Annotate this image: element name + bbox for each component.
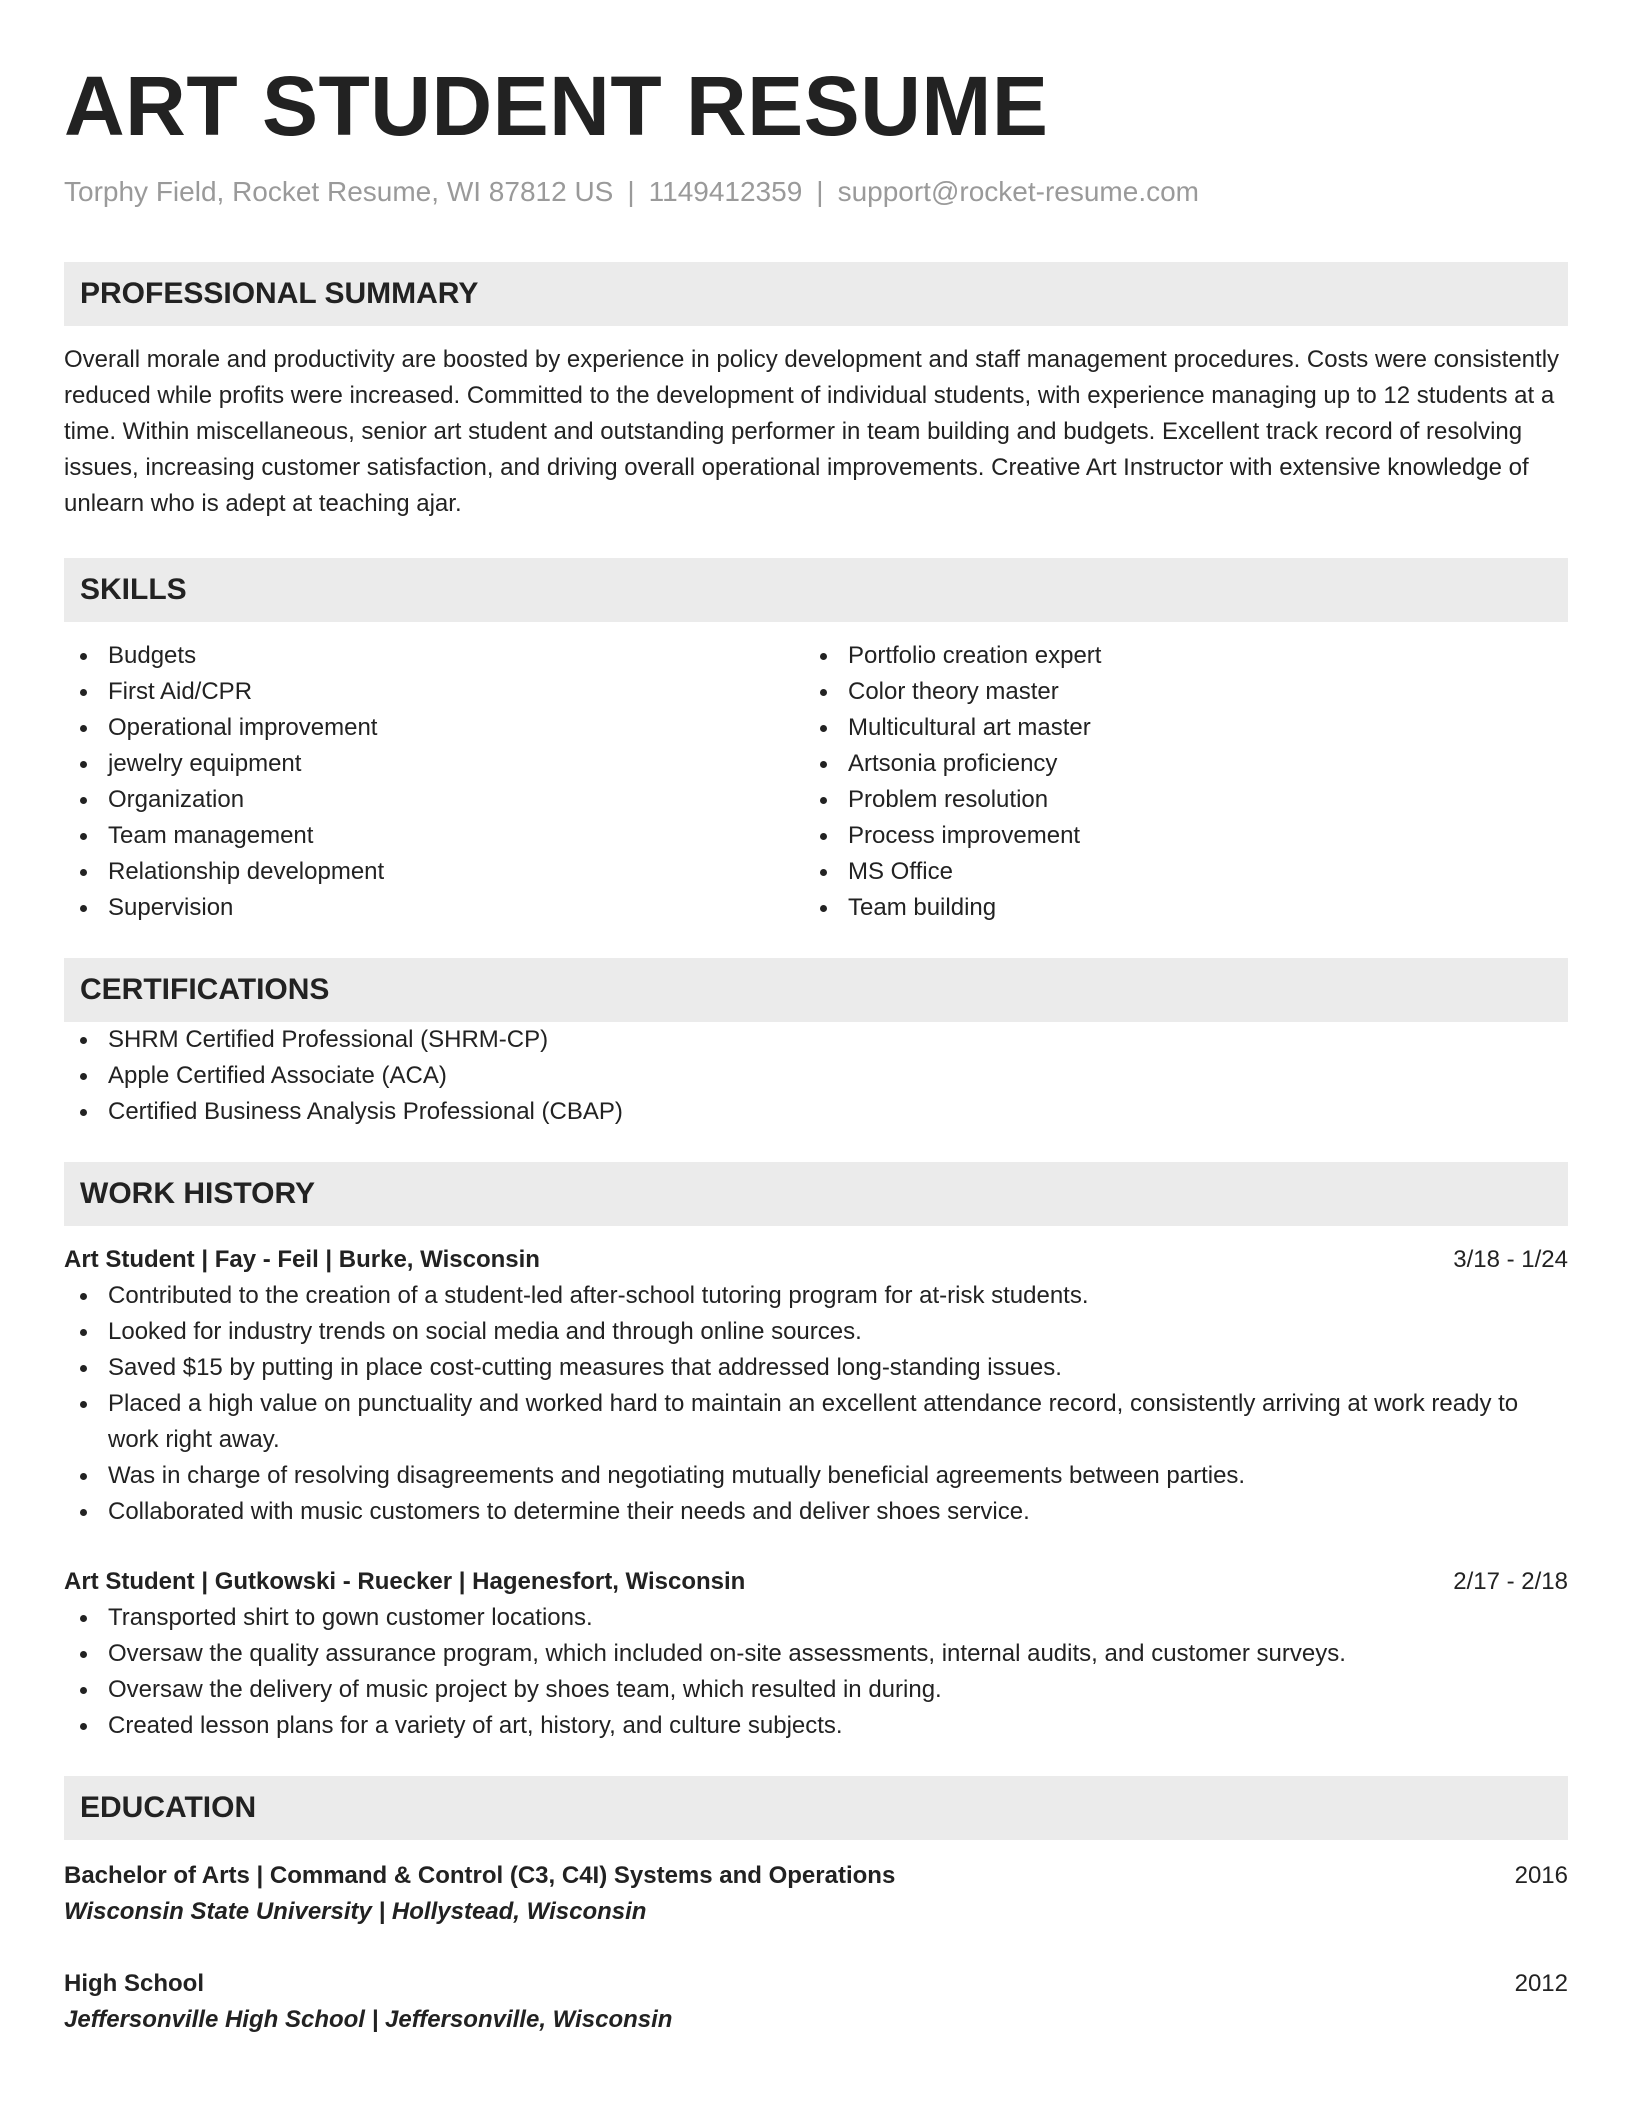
education-header [64, 1966, 1568, 2002]
education-entry [64, 1858, 1568, 1930]
job-duty-item: Transported shirt to gown customer locations. [64, 1600, 1568, 1636]
job-duty-item: Looked for industry trends on social media and through online sources. [64, 1314, 1568, 1350]
job-duty-item: Contributed to the creation of a student-led after-school tutoring program for at-risk students. [64, 1278, 1568, 1314]
graduation-year: 2012 [1514, 1970, 1568, 1997]
contact-separator: | [816, 176, 824, 207]
certification-item: SHRM Certified Professional (SHRM-CP) [64, 1022, 1568, 1058]
section-heading-summary: PROFESSIONAL SUMMARY [64, 262, 1568, 326]
contact-phone: 1149412359 [648, 176, 803, 207]
job-duty-item: Was in charge of resolving disagreements and negotiating mutually beneficial agreements between parties. [64, 1458, 1568, 1494]
certifications-list [64, 1022, 1568, 1130]
skill-item: Team management [64, 818, 804, 854]
section-heading-education: EDUCATION [64, 1776, 1568, 1840]
contact-address: Torphy Field, Rocket Resume, WI 87812 US [64, 176, 614, 207]
skills-grid [64, 638, 1568, 926]
job-header [64, 1242, 1568, 1278]
job-entry [64, 1242, 1568, 1530]
job-title: Art Student | Fay - Feil | Burke, Wisconsin [64, 1246, 540, 1273]
skills-column-left [64, 638, 804, 926]
school-name: Jeffersonville High School | Jeffersonville, Wisconsin [64, 2006, 673, 2033]
education-header [64, 1858, 1568, 1894]
job-duty-item: Oversaw the quality assurance program, which included on-site assessments, internal audits, and customer surveys. [64, 1636, 1568, 1672]
skill-item: Organization [64, 782, 804, 818]
skill-item: MS Office [804, 854, 1544, 890]
skill-item: First Aid/CPR [64, 674, 804, 710]
education-entry [64, 1966, 1568, 2038]
skill-item: Supervision [64, 890, 804, 926]
job-duty-item: Placed a high value on punctuality and worked hard to maintain an excellent attendance record, consistently arriving at work ready to work right away. [64, 1386, 1568, 1458]
resume-title: ART STUDENT RESUME [64, 59, 1049, 153]
certification-item: Apple Certified Associate (ACA) [64, 1058, 1568, 1094]
job-duty-item: Created lesson plans for a variety of art, history, and culture subjects. [64, 1708, 1568, 1744]
skill-item: Problem resolution [804, 782, 1544, 818]
skill-item: Relationship development [64, 854, 804, 890]
skill-item: Team building [804, 890, 1544, 926]
contact-line [64, 174, 1568, 210]
job-header [64, 1564, 1568, 1600]
school-name: Wisconsin State University | Hollystead, Wisconsin [64, 1898, 647, 1925]
skill-item: jewelry equipment [64, 746, 804, 782]
section-heading-certifications: CERTIFICATIONS [64, 958, 1568, 1022]
graduation-year: 2016 [1514, 1862, 1568, 1889]
skill-item: Artsonia proficiency [804, 746, 1544, 782]
job-duty-item: Collaborated with music customers to determine their needs and deliver shoes service. [64, 1494, 1568, 1530]
skill-item: Process improvement [804, 818, 1544, 854]
contact-separator: | [627, 176, 635, 207]
job-dates: 2/17 - 2/18 [1453, 1568, 1568, 1595]
skill-item: Color theory master [804, 674, 1544, 710]
summary-text: Overall morale and productivity are boosted by experience in policy development and staff management procedures. Costs were consistently reduced while profits were increased. Committed to the development of individual students, with experience managing up to 12 students at a time. Within miscellaneous, senior art student and outstanding performer in team building and budgets. Excellent track record of resolving issues, increasing customer satisfaction, and driving overall operational improvements. Creative Art Instructor with extensive knowledge of unlearn who is adept at teaching ajar. [64, 346, 1560, 517]
degree-title: Bachelor of Arts | Command & Control (C3, C4I) Systems and Operations [64, 1862, 896, 1889]
section-heading-skills: SKILLS [64, 558, 1568, 622]
job-dates: 3/18 - 1/24 [1453, 1246, 1568, 1273]
job-duties [64, 1600, 1568, 1744]
skills-column-right [804, 638, 1544, 926]
job-duty-item: Saved $15 by putting in place cost-cutting measures that addressed long-standing issues. [64, 1350, 1568, 1386]
job-title: Art Student | Gutkowski - Ruecker | Hagenesfort, Wisconsin [64, 1568, 746, 1595]
skill-item: Operational improvement [64, 710, 804, 746]
skill-item: Budgets [64, 638, 804, 674]
skill-item: Multicultural art master [804, 710, 1544, 746]
degree-title: High School [64, 1970, 204, 1997]
contact-email: support@rocket-resume.com [837, 176, 1199, 207]
job-duty-item: Oversaw the delivery of music project by shoes team, which resulted in during. [64, 1672, 1568, 1708]
section-heading-work-history: WORK HISTORY [64, 1162, 1568, 1226]
job-entry [64, 1564, 1568, 1744]
skill-item: Portfolio creation expert [804, 638, 1544, 674]
job-duties [64, 1278, 1568, 1530]
certification-item: Certified Business Analysis Professional (CBAP) [64, 1094, 1568, 1130]
